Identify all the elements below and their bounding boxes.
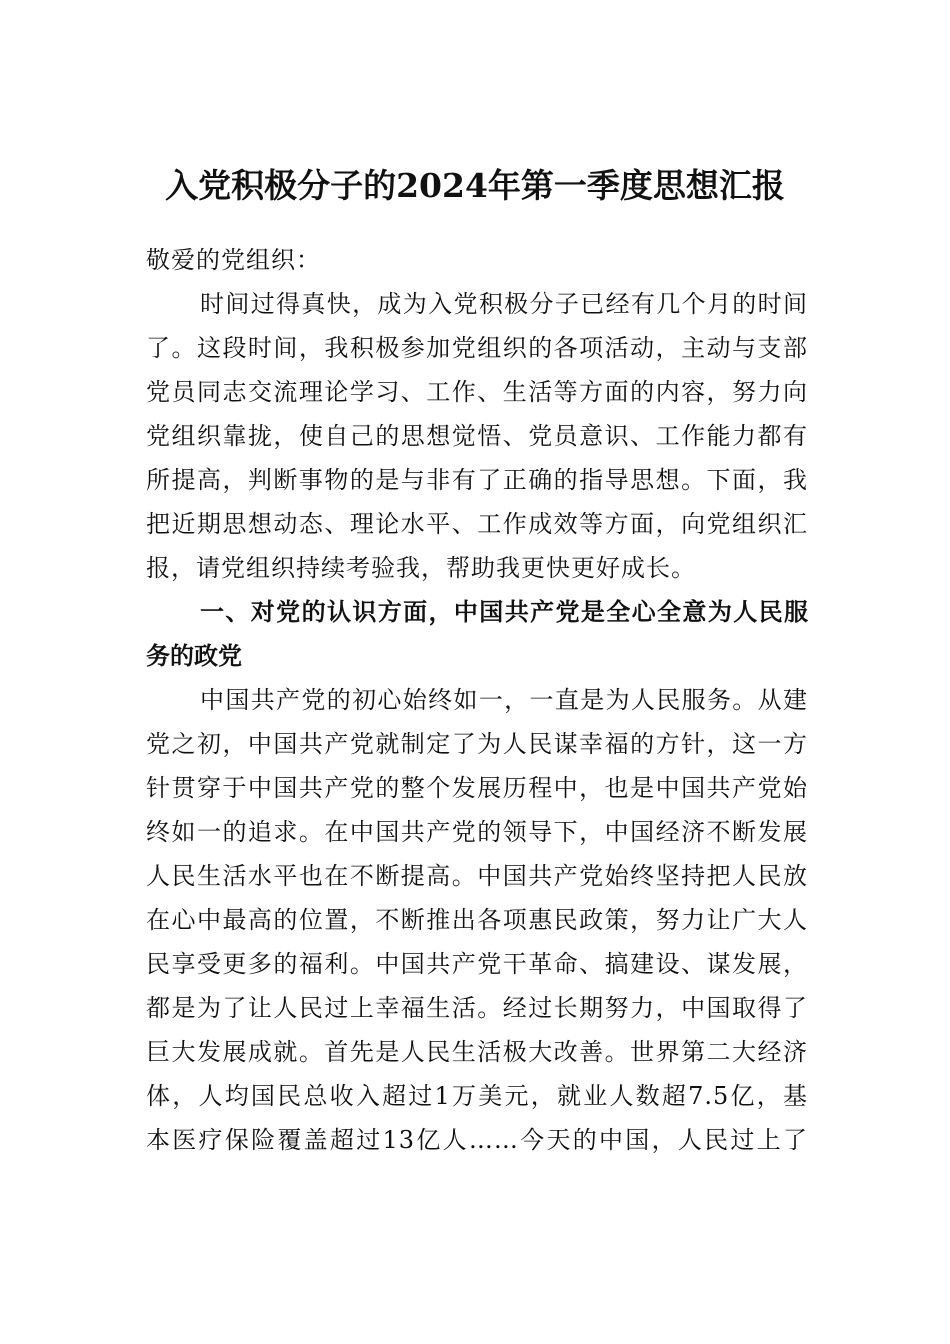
document-body bbox=[146, 238, 808, 1162]
paragraph-line: 了。这段时间，我积极参加党组织的各项活动，主动与支部 bbox=[146, 334, 808, 362]
salutation: 敬爱的党组织： bbox=[146, 246, 321, 274]
paragraph-line: 体，人均国民总收入超过1万美元，就业人数超7.5亿，基 bbox=[146, 1082, 808, 1110]
paragraph-line: 时间过得真快，成为入党积极分子已经有几个月的时间 bbox=[200, 290, 808, 318]
paragraph-line: 终如一的追求。在中国共产党的领导下，中国经济不断发展 bbox=[146, 818, 808, 846]
section-heading-line: 务的政党 bbox=[146, 641, 242, 670]
paragraph-line: 中国共产党的初心始终如一，一直是为人民服务。从建 bbox=[200, 686, 808, 714]
paragraph-line: 把近期思想动态、理论水平、工作成效等方面，向党组织汇 bbox=[146, 510, 808, 538]
paragraph-line: 人民生活水平也在不断提高。中国共产党始终坚持把人民放 bbox=[146, 862, 808, 890]
paragraph-line: 报，请党组织持续考验我，帮助我更快更好成长。 bbox=[146, 554, 696, 582]
paragraph-line: 在心中最高的位置，不断推出各项惠民政策，努力让广大人 bbox=[146, 906, 808, 934]
paragraph-line: 党员同志交流理论学习、工作、生活等方面的内容，努力向 bbox=[146, 378, 808, 406]
paragraph-line: 本医疗保险覆盖超过13亿人……今天的中国，人民过上了 bbox=[146, 1126, 808, 1154]
paragraph-line: 党组织靠拢，使自己的思想觉悟、党员意识、工作能力都有 bbox=[146, 422, 808, 450]
paragraph-line: 所提高，判断事物的是与非有了正确的指导思想。下面，我 bbox=[146, 466, 808, 494]
paragraph-line: 党之初，中国共产党就制定了为人民谋幸福的方针，这一方 bbox=[146, 730, 808, 758]
paragraph-line: 巨大发展成就。首先是人民生活极大改善。世界第二大经济 bbox=[146, 1038, 808, 1066]
paragraph-line: 针贯穿于中国共产党的整个发展历程中，也是中国共产党始 bbox=[146, 774, 808, 802]
paragraph-line: 都是为了让人民过上幸福生活。经过长期努力，中国取得了 bbox=[146, 994, 808, 1022]
section-heading-line: 一、对党的认识方面，中国共产党是全心全意为人民服 bbox=[200, 597, 808, 626]
paragraph-line: 民享受更多的福利。中国共产党干革命、搞建设、谋发展， bbox=[146, 950, 808, 978]
document-title: 入党积极分子的2024年第一季度思想汇报 bbox=[165, 166, 785, 205]
